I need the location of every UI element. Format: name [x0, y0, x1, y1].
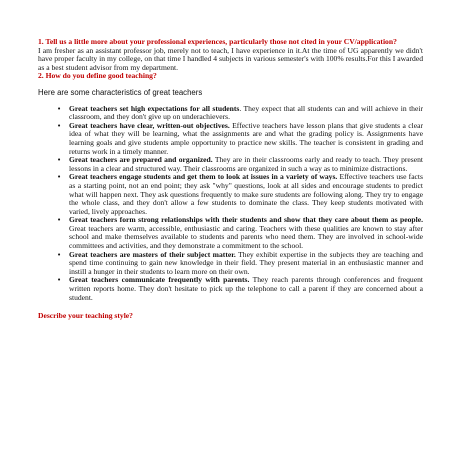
trait-text: They reach parents through conferences and frequent written reports home. They don't hesitate to pick up the telephone to call a parent if they are concerned about a student.	[69, 275, 423, 302]
bullet-icon: •	[57, 276, 62, 285]
answer-1: I am fresher as an assistant professor job, merely not to teach, I have experience in it.At the time of UG apparently we didn't have proper faculty in my college, on that time I handled 4 subjects in various semester's with 100% results.For this I awarded as a best student advisor from my department.	[38, 45, 423, 72]
trait-text: Effective teachers have lesson plans that give students a clear idea of what they will be learning, what the assignments are and what the grading policy is. Assignments have learning goals and give students ample opportunity to practice new skills. The teacher is consistent in grading and returns work in a timely manner.	[69, 120, 423, 156]
trait-text: They are in their classrooms early and ready to teach. They present lessons in a clear and structured way. Their classrooms are organized in such a way as to minimize distractions.	[69, 155, 424, 173]
bullet-icon: •	[57, 250, 62, 259]
trait-lead: Great teachers are prepared and organized.	[69, 155, 213, 165]
trait-text: They exhibit expertise in the subjects they are teaching and spend time continuing to gain new knowledge in their field. They present material in an enthusiastic manner and instill a hunger in their students to learn more on their own.	[69, 249, 423, 276]
trait-lead: Great teachers engage students and get them to look at issues in a variety of ways.	[69, 172, 338, 182]
bullet-icon: •	[57, 104, 62, 113]
question-2: 2. How do you define good teaching?	[38, 71, 157, 81]
trait-text: Effective teachers use facts as a starting point, not an end point; they ask "why" questions, look at all sides and encourage students to predict what will happen next. They ask questions frequently to make sure students are following along. They try to engage the whole class, and they don't allow a few students to dominate the class. They keep students motivated with varied, lively approaches.	[69, 172, 423, 216]
question-1: 1. Tell us a little more about your professional experiences, particularly those not cited in your CV/application?	[38, 37, 397, 46]
trait-text: . They expect that all students can and will achieve in their classroom, and they don't give up on underachievers.	[69, 103, 423, 122]
bullet-icon: •	[57, 121, 62, 130]
list-item	[57, 249, 423, 277]
trait-lead: Great teachers have clear, written-out objectives.	[69, 120, 230, 130]
trait-lead: Great teachers communicate frequently with parents.	[69, 275, 250, 285]
list-item	[57, 120, 423, 156]
trait-text: Great teachers are warm, accessible, enthusiastic and caring. Teachers with these qualities are known to stay after school and make themselves available to students and parents who need them. They are involved in school-wide committees and activities, and they demonstrate a commitment to the school.	[69, 223, 423, 251]
trait-lead: Great teachers are masters of their subject matter.	[69, 249, 236, 259]
document-page	[38, 38, 423, 321]
list-item	[57, 172, 423, 216]
trait-lead: Great teachers set high expectations for all students	[69, 103, 240, 113]
bullet-icon: •	[57, 216, 62, 225]
list-item	[57, 155, 424, 173]
trait-lead: Great teachers form strong relationships with their students and show that they care about them as people.	[69, 215, 423, 225]
traits-intro: Here are some characteristics of great teachers	[38, 87, 203, 97]
list-item	[57, 215, 423, 251]
list-item	[57, 275, 423, 302]
bullet-icon: •	[57, 156, 62, 165]
list-item	[57, 103, 423, 122]
bullet-icon: •	[57, 173, 62, 182]
traits-list	[38, 105, 423, 303]
question-3: Describe your teaching style?	[38, 311, 133, 321]
